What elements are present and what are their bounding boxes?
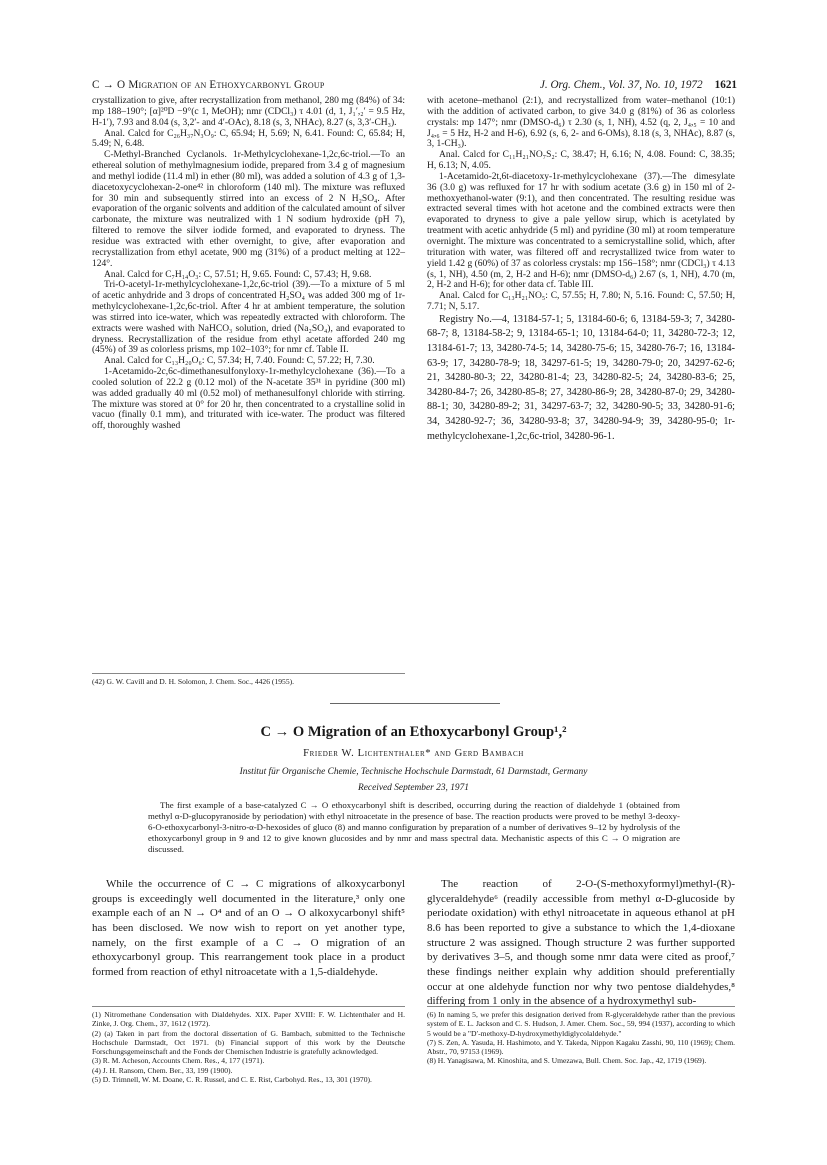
running-header bbox=[92, 79, 737, 97]
running-title: C → O Migration of an Ethoxycarbonyl Group bbox=[92, 79, 325, 91]
footnote: (6) In naming 5, we prefer this designation derived from R-glyceraldehyde rather than the previous system of E. L. Jackson and C. S. Hudson, J. Amer. Chem. Soc., 59, 994 (1937), according to which 5 would be a "D′-methoxy-D-hydroxymethyldiglycolaldehyde." bbox=[427, 1010, 735, 1038]
body-paragraph: While the occurrence of C → C migrations of alkoxycarbonyl groups is exceedingly well documented in the literature,³ only one example each of an N → O⁴ and of an O → O alkoxycarbonyl shift⁵ has been disclosed. We now wish to report on yet another type, namely, on the first example of a C → O migration of an ethoxycarbonyl group. This rearrangement took place in a product formed from reaction of ethyl nitroacetate with a 1,5-dialdehyde. bbox=[92, 878, 405, 978]
paragraph: Anal. Calcd for C₂₆H₃₇N₃O₉: C, 65.94; H, 5.69; N, 6.41. Found: C, 65.84; H, 5.49; N, 6.48. bbox=[92, 128, 405, 150]
body-paragraph: The reaction of 2-O-(S-methoxyformyl)methyl-(R)-glyceraldehyde⁶ (readily accessible from methyl α-D-glucoside by periodate oxidation) with ethyl nitroacetate in aqueous ethanol at pH 8.6 has been reported to give a substance to which the 1,4-dioxane structure 2 was assigned. Though structure 2 was further supported by derivatives 3–5, and though some nmr data were cited as proof,⁷ these findings neither explain why addition should preferentially occur at one aldehyde function nor why two pentose dialdehydes,⁸ differing from 1 only in the absence of a hydroxymethyl sub- bbox=[427, 878, 735, 1008]
page-number: 1621 bbox=[714, 79, 737, 91]
footnotes-right bbox=[427, 1006, 735, 1066]
paragraph: Anal. Calcd for C₇H₁₄O₃: C, 57.51; H, 9.65. Found: C, 57.43; H, 9.68. bbox=[104, 269, 372, 280]
registry-numbers: Registry No.—4, 13184-57-1; 5, 13184-60-6; 6, 13184-59-3; 7, 34280-68-7; 8, 13184-58-2; 9, 13184-65-1; 10, 13184-64-0; 11, 34280-72-3; 12, 13184-61-7; 13, 34280-74-5; 14, 34280-75-6; 15, 34280-76-7; 16, 13184-63-9; 17, 34280-78-9; 18, 34297-61-5; 19, 34280-79-0; 20, 34297-62-6; 21, 34280-80-3; 22, 34280-81-4; 23, 34280-82-5; 24, 34280-83-6; 25, 34280-84-7; 26, 34280-85-8; 27, 34280-86-9; 28, 34280-87-0; 29, 34280-88-1; 30, 34280-89-2; 31, 34297-63-7; 32, 34280-90-5; 33, 34280-91-6; 34, 34280-92-7; 36, 34280-93-8; 37, 34280-94-9; 39, 34280-95-0; 1r-methylcyclohexane-1,2c,6c-triol, 34280-96-1. bbox=[427, 313, 735, 442]
footnote: (3) R. M. Acheson, Accounts Chem. Res., 4, 177 (1971). bbox=[92, 1056, 265, 1066]
article-divider bbox=[330, 703, 500, 704]
journal-citation bbox=[540, 79, 737, 91]
article-authors: Frieder W. Lichtenthaler* and Gerd Bambach bbox=[303, 748, 524, 759]
paragraph: Anal. Calcd for C₁₃H₂₁NO₅: C, 57.55; H, 7.80; N, 5.16. Found: C, 57.50; H, 7.71; N, 5.17. bbox=[427, 291, 735, 313]
paragraph: C-Methyl-Branched Cyclanols. 1r-Methylcyclohexane-1,2c,6c-triol.—To an ethereal solution of methylmagnesium iodide, prepared from 3.4 g of magnesium and methyl iodide (11.4 ml) in ether (80 ml), was added a solution of 4.3 g of 1,3-diacetoxycyclohexan-2-one⁴² in chloroform (140 ml). The mixture was refluxed for 30 min and subsequently stirred into an excess of 2 N H₂SO₄. After evaporation of the organic solvents and addition of the calculated amount of silver carbonate, the mixture was neutralized with 1 N sodium hydroxide (pH 7), filtered to remove the silver iodide formed, and evaporated to dryness. The residue was extracted with ether overnight, to give, after evaporation and recrystallization from ethyl acetate, 900 mg (31%) of a product melting at 122–124°. bbox=[92, 150, 405, 269]
paragraph: Tri-O-acetyl-1r-methylcyclohexane-1,2c,6c-triol (39).—To a mixture of 5 ml of acetic anhydride and 3 drops of concentrated H₂SO₄ was added 300 mg of 1r-methylcyclohexane-1,2c,6c-triol. After 4 hr at ambient temperature, the solution was stirred into ice-water, which was repeatedly extracted with chloroform. The extracts were washed with NaHCO₃ solution, dried (Na₂SO₄), and evaporated to dryness. Recrystallization of the residue from ethyl acetate afforded 240 mg (45%) of 39 as colorless prisms, mp 102–103°; for nmr cf. Table II. bbox=[92, 280, 405, 356]
footnote: (4) J. H. Ransom, Chem. Ber., 33, 199 (1900). bbox=[92, 1065, 233, 1075]
paragraph: Anal. Calcd for C₁₁H₂₁NO₇S₂: C, 38.47; H, 6.16; N, 4.08. Found: C, 38.35; H, 6.13; N, 4.05. bbox=[427, 150, 735, 172]
body-right-column bbox=[427, 877, 735, 1009]
paragraph: 1-Acetamido-2c,6c-dimethanesulfonyloxy-1r-methylcyclohexane (36).—To a cooled solution of 22.2 g (0.12 mol) of the N-acetate 35³¹ in pyridine (300 ml) was added gradually 40 ml (0.52 mol) of methanesulfonyl chloride with stirring. The mixture was stored at 0° for 20 hr, then concentrated to a crystalline solid in vacuo (finally 0.1 mm), and triturated with ice-water. The product was filtered off, thoroughly washed bbox=[92, 367, 405, 432]
paragraph: crystallization to give, after recrystallization from methanol, 280 mg (84%) of 34: mp 188–190°; [α]²⁰D −9°(c 1, MeOH); nmr (CDCl₃) τ 4.01 (d, 1, J₁′,₂′ = 9.5 Hz, H-1′), 7.93 and 8.04 (s, 3,2′- and 4′-OAc), 8.18 (s, 3, NHAc), 8.27 (s, 3,3′-CH₃). bbox=[92, 96, 405, 128]
paragraph: Anal. Calcd for C₁₃H₂₀O₆: C, 57.34; H, 7.40. Found: C, 57.22; H, 7.30. bbox=[104, 356, 375, 367]
footnotes-left bbox=[92, 1006, 405, 1084]
received-date: Received September 23, 1971 bbox=[358, 783, 469, 793]
footnote-42: (42) G. W. Cavill and D. H. Solomon, J. Chem. Soc., 4426 (1955). bbox=[92, 673, 405, 686]
journal-name: J. Org. Chem., Vol. 37, No. 10, 1972 bbox=[539, 79, 703, 91]
footnote: (5) D. Trimnell, W. M. Doane, C. R. Russel, and C. E. Rist, Carbohyd. Res., 13, 301 (1970). bbox=[92, 1075, 372, 1085]
footnote: (1) Nitromethane Condensation with Dialdehydes. XIX. Paper XVIII: F. W. Lichtenthaler and H. Zinke, J. Org. Chem., 37, 1612 (1972). bbox=[92, 1010, 405, 1029]
article-title: C → O Migration of an Ethoxycarbonyl Group¹,² bbox=[260, 724, 567, 740]
footnote: (2) (a) Taken in part from the doctoral dissertation of G. Bambach, submitted to the Technische Hochschule Darmstadt, Oct 1971. (b) Financial support of this work by the Deutsche Forschungsgemeinschaft and the Fonds der Chemischen Industrie is gratefully acknowledged. bbox=[92, 1028, 405, 1057]
left-column-experimental bbox=[92, 96, 405, 432]
footnote: (8) H. Yanagisawa, M. Kinoshita, and S. Umezawa, Bull. Chem. Soc. Jap., 42, 1719 (1969). bbox=[427, 1056, 707, 1066]
paragraph: with acetone–methanol (2:1), and recrystallized from water–methanol (10:1) with the addition of activated carbon, to give 34.0 g (81%) of 36 as colorless crystals: mp 147°; nmr (DMSO-d₆) τ 2.30 (s, 1, NH), 4.52 (q, 2, J₄,₅ = 10 and J₄,₆ = 5 Hz, H-2 and H-6), 6.92 (s, 6, 2- and 6-OMs), 8.18 (s, 3, NHAc), 8.87 (s, 3, 1-CH₃). bbox=[427, 96, 735, 150]
abstract: The first example of a base-catalyzed C → O ethoxycarbonyl shift is described, occurring during the reaction of dialdehyde 1 (obtained from methyl α-D-glucopyranoside by periodation) with ethyl nitroacetate in the presence of base. The reaction products were proved to be methyl 3-deoxy-6-O-ethoxycarbonyl-3-nitro-α-D-hexosides of gluco (8) and manno configuration by preparation of a number of derivatives 9–12 by hydrolysis of the ethoxycarbonyl group in 9 and 12 to give known glucosides and by nmr and mass spectral data. Mechanistic aspects of this C → O migration are discussed. bbox=[148, 800, 680, 854]
article-institution: Institut für Organische Chemie, Technische Hochschule Darmstadt, 61 Darmstadt, Germany bbox=[239, 767, 588, 777]
body-left-column bbox=[92, 877, 405, 980]
paragraph: 1-Acetamido-2t,6t-diacetoxy-1r-methylcyclohexane (37).—The dimesylate 36 (3.0 g) was refluxed for 17 hr with sodium acetate (3.6 g) in 150 ml of 2-methoxyethanol-water (9:1), and then concentrated. The resulting residue was extracted several times with hot acetone and the combined extracts were then evaporated to dryness to give a pale yellow sirup, which is acetylated by treatment with acetic anhydride (5 ml) and pyridine (30 ml) at room temperature overnight. The mixture was concentrated to a semicrystalline solid, which, after trituration with water, was filtered off and recrystallized twice from water to yield 1.42 g (60%) of 37 as colorless crystals: mp 156–158°; nmr (CDCl₃) τ 4.13 (s, 1, NH), 4.50 (m, 2, H-2 and H-6); nmr (DMSO-d₆) 2.67 (s, 1, NH), 4.70 (m, 2, H-2 and H-6); for other data cf. Table III. bbox=[427, 171, 735, 291]
footnote: (7) S. Zen, A. Yasuda, H. Hashimoto, and Y. Takeda, Nippon Kagaku Zasshi, 90, 110 (1969); Chem. Abstr., 70, 97153 (1969). bbox=[427, 1037, 735, 1057]
right-column-experimental bbox=[427, 96, 735, 444]
